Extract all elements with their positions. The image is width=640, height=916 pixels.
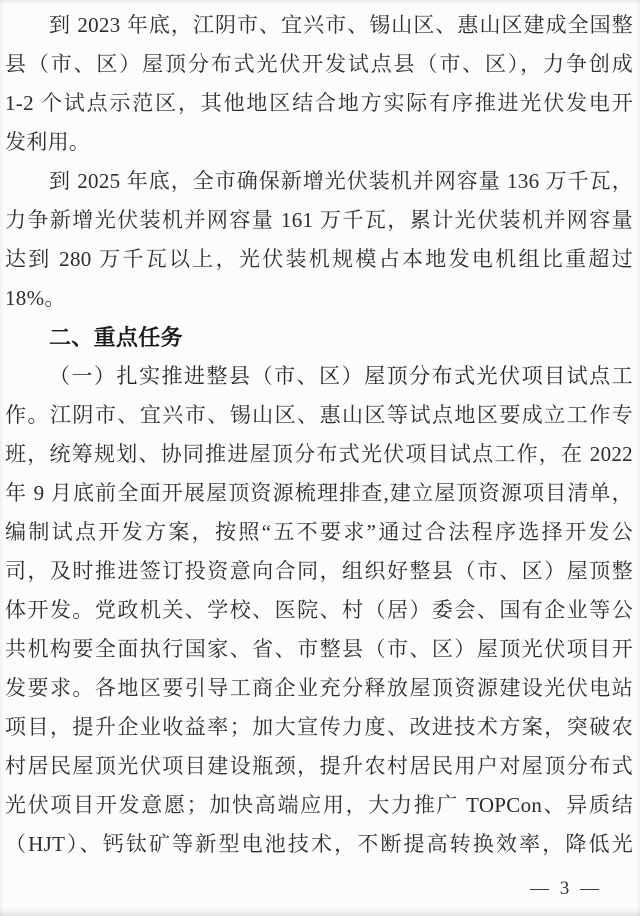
text-line: [5, 552, 633, 591]
text-line-content: （HJT）、钙钛矿等新型电池技术，不断提高转换效率，降低光: [5, 832, 633, 856]
text-line: [5, 6, 633, 45]
text-line: [5, 123, 633, 162]
subsection-heading-text: （一）扎实推进整县（市、区）屋顶分布式光伏项目试点工: [49, 364, 633, 388]
text-line: [5, 669, 633, 708]
text-line-content: 到 2023 年底，江阴市、宜兴市、锡山区、惠山区建成全国整: [49, 13, 633, 37]
text-line-content: 村居民屋顶光伏项目建设瓶颈，提升农村居民用户对屋顶分布式: [5, 754, 633, 778]
text-line-content: 光伏项目开发意愿；加快高端应用，大力推广 TOPCon、异质结: [5, 793, 633, 817]
text-line: [5, 435, 633, 474]
text-line-content: 发要求。各地区要引导工商企业充分释放屋顶资源建设光伏电站: [5, 676, 633, 700]
section-heading-text: 二、重点任务: [49, 325, 183, 350]
text-line: [5, 162, 633, 201]
text-line-content: 司，及时推进签订投资意向合同，组织好整县（市、区）屋顶整: [5, 559, 633, 583]
text-line-content: 1-2 个试点示范区，其他地区结合地方实际有序推进光伏发电开: [5, 91, 633, 115]
text-line: [5, 279, 633, 318]
text-line: [5, 630, 633, 669]
text-line: [5, 708, 633, 747]
text-line-content: 力争新增光伏装机并网容量 161 万千瓦，累计光伏装机并网容量: [5, 208, 633, 232]
subsection-heading-line: [5, 357, 633, 396]
subsection-heading-tail: 作。: [5, 403, 50, 427]
text-line-content: 18%。: [5, 286, 66, 310]
text-line-content: 体开发。党政机关、学校、医院、村（居）委会、国有企业等公: [5, 598, 633, 622]
text-line: [5, 84, 633, 123]
text-line: [5, 240, 633, 279]
document-text-block: [5, 6, 633, 864]
page-number: — 3 —: [530, 878, 602, 899]
text-line: [5, 45, 633, 84]
text-line-content: 发利用。: [5, 130, 91, 154]
text-line-content: 县（市、区）屋顶分布式光伏开发试点县（市、区），力争创成: [5, 52, 633, 76]
text-line: [5, 201, 633, 240]
text-line: [5, 591, 633, 630]
text-line: [5, 825, 633, 864]
text-line: [5, 396, 633, 435]
text-line-content: 共机构要全面执行国家、省、市整县（市、区）屋顶光伏项目开: [5, 637, 633, 661]
section-heading: [5, 318, 633, 357]
text-line-content: 江阴市、宜兴市、锡山区、惠山区等试点地区要成立工作专: [49, 403, 633, 427]
text-line-content: 编制试点开发方案，按照“五不要求”通过合法程序选择开发公: [5, 520, 633, 544]
text-line-content: 班，统筹规划、协同推进屋顶分布式光伏项目试点工作，在 2022: [5, 442, 633, 466]
text-line: [5, 474, 633, 513]
text-line: [5, 747, 633, 786]
text-line-content: 项目，提升企业收益率；加大宣传力度、改进技术方案，突破农: [5, 715, 633, 739]
text-line: [5, 786, 633, 825]
text-line-content: 到 2025 年底，全市确保新增光伏装机并网容量 136 万千瓦，: [49, 169, 633, 193]
text-line-content: 年 9 月底前全面开展屋顶资源梳理排查,建立屋顶资源项目清单，: [5, 481, 633, 505]
text-line: [5, 513, 633, 552]
text-line-content: 达到 280 万千瓦以上，光伏装机规模占本地发电机组比重超过: [5, 247, 633, 271]
